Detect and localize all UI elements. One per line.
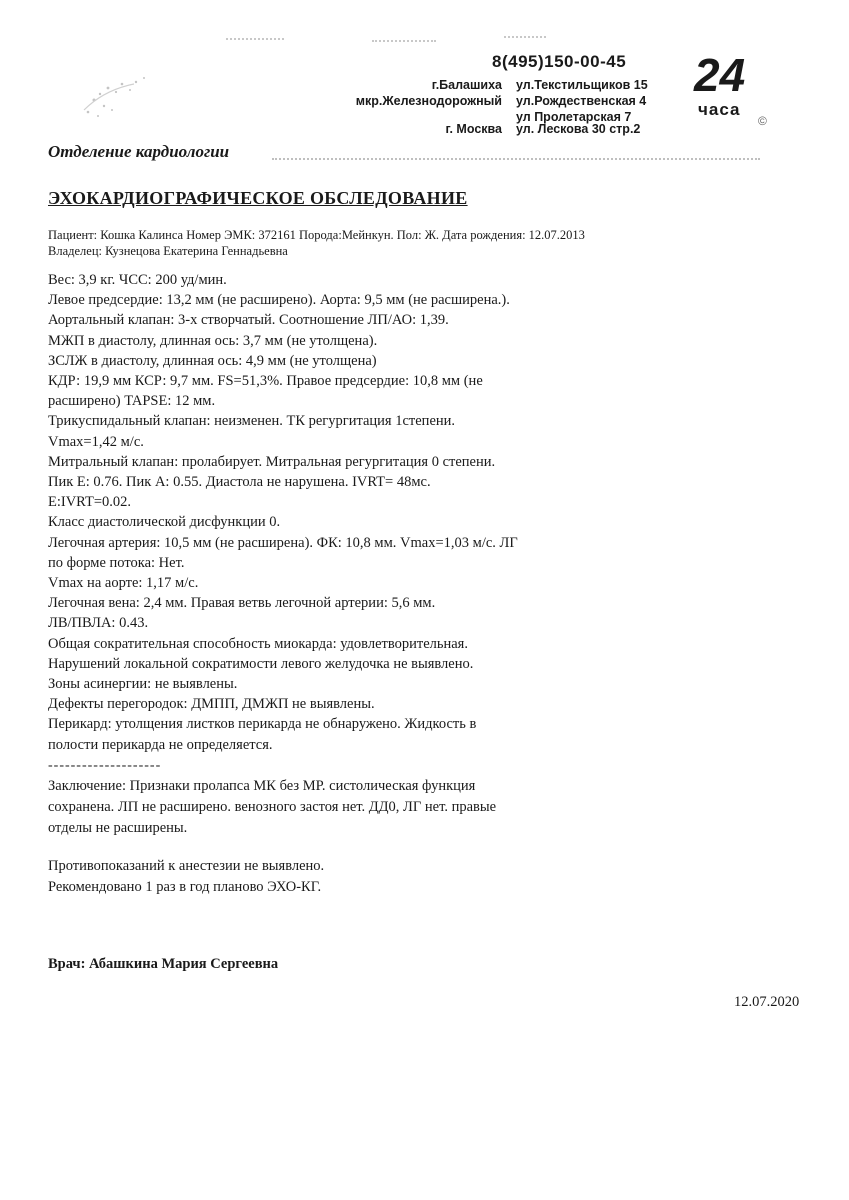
faded-stamp-mark [74,70,164,126]
finding-line: Нарушений локальной сократимости левого желудочка не выявлено. [48,655,474,672]
address-city-4: г. Москва [445,122,502,136]
finding-line: Vmax на аорте: 1,17 м/с. [48,575,199,591]
finding-line: Вес: 3,9 кг. ЧСС: 200 уд/мин. [48,272,227,288]
conclusion-line: Заключение: Признаки пролапса МК без МР. систолическая функция [48,778,476,794]
finding-line: Vmax=1,42 м/с. [48,433,144,450]
address-street-1: ул.Текстильщиков 15 [516,78,648,92]
finding-line: КДР: 19,9 мм КСР: 9,7 мм. FS=51,3%. Правое предсердие: 10,8 мм (не [48,373,483,389]
address-street-3: ул Пролетарская 7 [516,110,632,124]
department-name: Отделение кардиологии [48,142,230,161]
conclusion-line: сохранена. ЛП не расширено. венозного застоя нет. ДД0, ЛГ нет. правые [48,799,497,815]
separator-line: -------------------- [48,758,162,773]
patient-info: Пациент: Кошка Калинса Номер ЭМК: 372161 Порода:Мейнкун. Пол: Ж. Дата рождения: 12.07.2013 [48,228,585,242]
scan-artifact [504,36,546,41]
clinic-logo-word: часа [698,100,741,119]
finding-line: Пик Е: 0.76. Пик А: 0.55. Диастола не нарушена. IVRT= 48мс. [48,474,431,490]
address-street-2: ул.Рождественская 4 [516,94,647,108]
clinic-phone: 8(495)150-00-45 [492,52,627,71]
doctor-signature: Врач: Абашкина Мария Сергеевна [48,956,279,972]
finding-line: Зоны асинергии: не выявлены. [48,676,238,692]
address-city-1: г.Балашиха [431,78,502,92]
address-city-2: мкр.Железнодорожный [355,94,502,108]
clinic-logo-number: 24 [694,49,746,101]
finding-line: Перикард: утолщения листков перикарда не обнаружено. Жидкость в [48,716,477,733]
finding-line: Класс диастолической дисфункции 0. [48,514,281,531]
finding-line: Легочная артерия: 10,5 мм (не расширена). ФК: 10,8 мм. Vmax=1,03 м/с. ЛГ [48,534,518,551]
finding-line: МЖП в диастолу, длинная ось: 3,7 мм (не утолщена). [48,332,378,349]
department-underline [272,158,760,160]
finding-line: расширено) TAPSE: 12 мм. [48,393,216,410]
recommendation-line: Рекомендовано 1 раз в год планово ЭХО-КГ. [48,879,322,895]
finding-line: Дефекты перегородок: ДМПП, ДМЖП не выявлены. [48,696,375,713]
finding-line: ЗСЛЖ в диастолу, длинная ось: 4,9 мм (не утолщена) [48,352,377,369]
recommendation-line: Противопоказаний к анестезии не выявлено. [48,858,325,874]
finding-line: Митральный клапан: пролабирует. Митральная регургитация 0 степени. [48,453,496,470]
finding-line: Аортальный клапан: 3-х створчатый. Соотношение ЛП/АО: 1,39. [48,312,449,329]
finding-line: ЛВ/ПВЛА: 0.43. [48,615,149,632]
finding-line: Легочная вена: 2,4 мм. Правая ветвь легочной артерии: 5,6 мм. [48,595,436,612]
finding-line: полости перикарда не определяется. [48,736,273,753]
report-date: 12.07.2020 [734,994,800,1010]
registered-mark: © [758,114,767,128]
finding-line: Общая сократительная способность миокарда: удовлетворительная. [48,635,468,652]
report-title: ЭХОКАРДИОГРАФИЧЕСКОЕ ОБСЛЕДОВАНИЕ [48,188,468,208]
scan-artifact [226,38,284,43]
finding-line: по форме потока: Нет. [48,554,185,571]
address-street-4: ул. Лескова 30 стр.2 [516,122,641,136]
finding-line: Левое предсердие: 13,2 мм (не расширено). Аорта: 9,5 мм (не расширена.). [48,292,510,309]
finding-line: Трикуспидальный клапан: неизменен. ТК регургитация 1степени. [48,413,456,430]
scan-artifact [372,40,436,45]
conclusion-line: отделы не расширены. [48,820,188,836]
finding-line: E:IVRT=0.02. [48,494,132,511]
owner-info: Владелец: Кузнецова Екатерина Геннадьевна [48,244,288,258]
